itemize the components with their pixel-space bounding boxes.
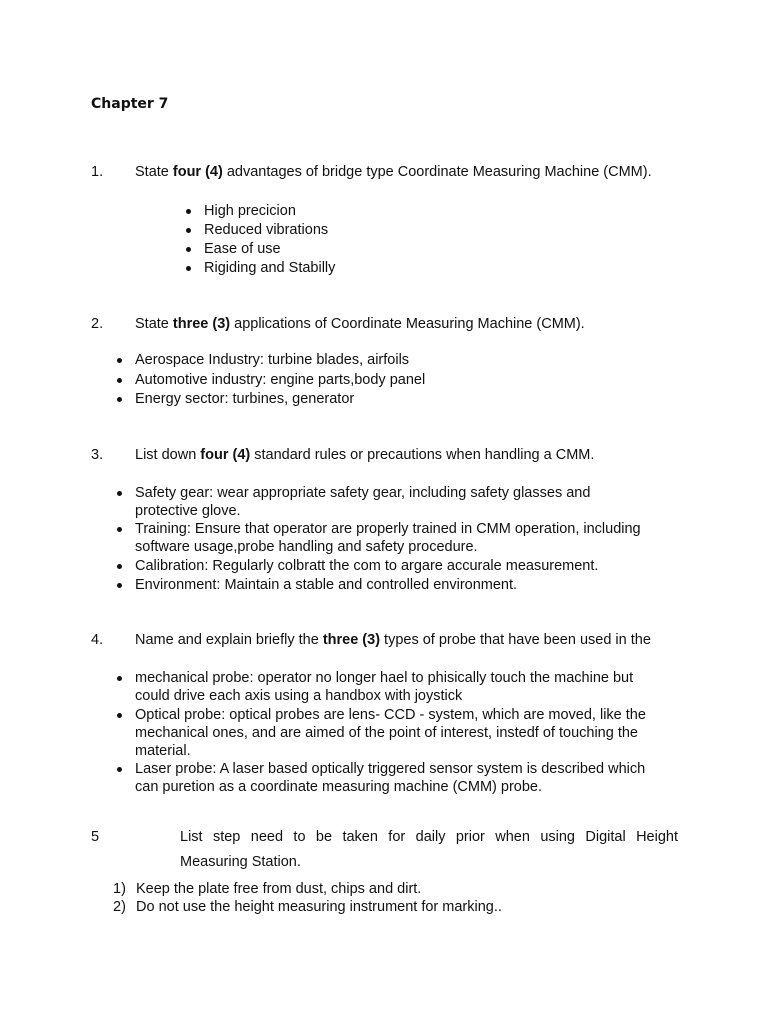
bullet-icon bbox=[117, 676, 122, 681]
bullet-icon bbox=[117, 713, 122, 718]
q2-text bbox=[135, 315, 585, 333]
q5-step-text: Do not use the height measuring instrument for marking.. bbox=[136, 899, 502, 915]
q4-answer-line: could drive each axis using a handbox with joystick bbox=[135, 688, 463, 704]
q2-prefix: State bbox=[135, 316, 173, 332]
q4-answer-line: mechanical probe: operator no longer hael to phisically touch the machine but bbox=[135, 670, 634, 686]
q5-step-text: Keep the plate free from dust, chips and dirt. bbox=[136, 881, 422, 897]
q4-text bbox=[135, 631, 651, 649]
q4-answer-line: can puretion as a coordinate measuring machine (CMM) probe. bbox=[135, 779, 543, 795]
q1-answer: Reduced vibrations bbox=[204, 222, 329, 238]
q3-answer-line: protective glove. bbox=[135, 503, 241, 519]
q2-answer: Energy sector: turbines, generator bbox=[135, 391, 355, 407]
q5-step-marker: 1) bbox=[113, 881, 126, 897]
q3-answer-line: Safety gear: wear appropriate safety gear, including safety glasses and bbox=[135, 485, 591, 501]
bullet-icon bbox=[117, 397, 122, 402]
q3-answer-line: Environment: Maintain a stable and controlled environment. bbox=[135, 577, 518, 593]
q1-bold: four (4) bbox=[172, 164, 223, 180]
q1-text bbox=[135, 163, 652, 181]
q4-number: 4. bbox=[91, 632, 104, 648]
q3-answer-line: Training: Ensure that operator are properly trained in CMM operation, including bbox=[135, 521, 641, 537]
q3-bold: four (4) bbox=[200, 447, 251, 463]
q4-answer-line: Optical probe: optical probes are lens- CCD - system, which are moved, like the bbox=[135, 707, 646, 723]
q4-bold: three (3) bbox=[322, 632, 381, 648]
q5-step-marker: 2) bbox=[113, 899, 126, 915]
bullet-icon bbox=[186, 247, 191, 252]
q3-answer-line: Calibration: Regularly colbratt the com to argare accurale measurement. bbox=[135, 558, 599, 574]
q2-answer: Automotive industry: engine parts,body panel bbox=[135, 372, 426, 388]
q4-suffix: types of probe that have been used in the bbox=[380, 632, 651, 648]
bullet-icon bbox=[117, 583, 122, 588]
q5-text-line1: List step need to be taken for daily prior when using Digital Height bbox=[180, 829, 678, 845]
q3-number: 3. bbox=[91, 447, 104, 463]
q2-suffix: applications of Coordinate Measuring Machine (CMM). bbox=[230, 316, 585, 332]
q2-number: 2. bbox=[91, 316, 104, 332]
bullet-icon bbox=[186, 266, 191, 271]
q1-prefix: State bbox=[135, 164, 173, 180]
q4-answer-line: mechanical ones, and are aimed of the point of interest, instedf of touching the bbox=[135, 725, 638, 741]
q1-answer: Ease of use bbox=[204, 241, 281, 257]
q3-text bbox=[135, 446, 594, 464]
q1-number: 1. bbox=[91, 164, 104, 180]
q1-answer: Rigiding and Stabilly bbox=[204, 260, 336, 276]
bullet-icon bbox=[117, 378, 122, 383]
q5-text-line2: Measuring Station. bbox=[180, 854, 301, 870]
q1-suffix: advantages of bridge type Coordinate Measuring Machine (CMM). bbox=[222, 164, 652, 180]
chapter-title: Chapter 7 bbox=[91, 96, 169, 112]
q3-answer-line: software usage,probe handling and safety procedure. bbox=[135, 539, 478, 555]
q4-answer-line: Laser probe: A laser based optically triggered sensor system is described which bbox=[135, 761, 646, 777]
q4-prefix: Name and explain briefly the bbox=[135, 632, 323, 648]
bullet-icon bbox=[117, 358, 122, 363]
bullet-icon bbox=[117, 767, 122, 772]
q1-answer: High precicion bbox=[204, 203, 296, 219]
bullet-icon bbox=[117, 527, 122, 532]
bullet-icon bbox=[117, 491, 122, 496]
q3-prefix: List down bbox=[135, 447, 201, 463]
q3-suffix: standard rules or precautions when handling a CMM. bbox=[250, 447, 595, 463]
q4-answer-line: material. bbox=[135, 743, 191, 759]
q5-number: 5 bbox=[91, 829, 100, 845]
bullet-icon bbox=[117, 564, 122, 569]
bullet-icon bbox=[186, 209, 191, 214]
q2-bold: three (3) bbox=[172, 316, 231, 332]
bullet-icon bbox=[186, 228, 191, 233]
q2-answer: Aerospace Industry: turbine blades, airfoils bbox=[135, 352, 410, 368]
